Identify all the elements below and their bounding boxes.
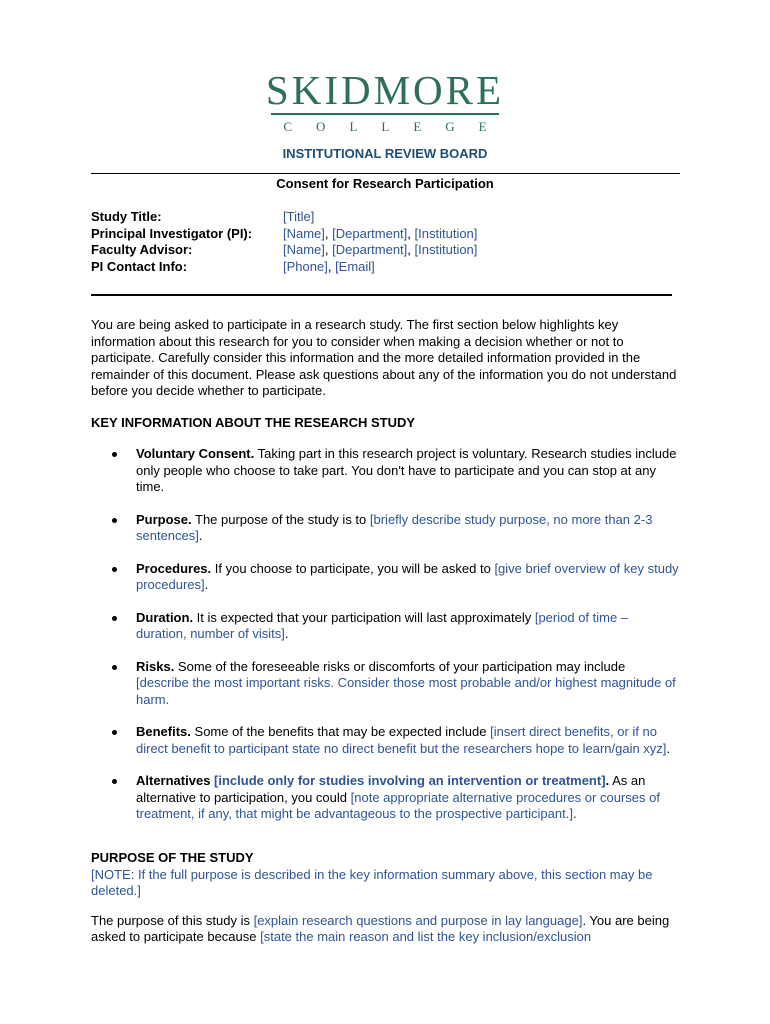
bullet-tail: . [666, 740, 671, 756]
list-item [91, 610, 681, 643]
separator: , [407, 242, 415, 257]
bullet-text: It is expected that your participation will last approximately [193, 609, 535, 625]
logo-wordmark: SKIDMORE [265, 67, 505, 113]
list-item [91, 446, 681, 496]
bullet-placeholder: [insert direct benefits, or if no direct benefit to participant state no direct benefit but the researchers hope to learn/gain xyz] [136, 724, 667, 756]
bullet-title: Voluntary Consent. [136, 446, 255, 461]
logo-subtitle: COLLEGE [283, 119, 511, 134]
purpose-placeholder: [explain research questions and purpose in lay language] [253, 912, 583, 928]
bullet-placeholder: [period of time – duration, number of visits] [136, 609, 629, 641]
bullet-text: The purpose of the study is to [191, 511, 370, 527]
purpose-text-part: The purpose of this study is [91, 912, 254, 928]
purpose-text-part: . You are being asked to participate because [91, 912, 670, 945]
bullet-text: Some of the foreseeable risks or discomforts of your participation may include [174, 658, 626, 674]
bullet-icon [112, 518, 117, 523]
header-divider [91, 173, 680, 174]
bullet-placeholder: [briefly describe study purpose, no more than 2-3 sentences] [136, 511, 653, 543]
bullet-icon [112, 779, 117, 784]
info-label: Faculty Advisor: [91, 242, 193, 257]
bullet-title: Alternatives [136, 773, 211, 788]
purpose-text [91, 913, 681, 946]
study-title-row [91, 209, 477, 226]
list-item [91, 659, 681, 709]
department-placeholder: [Department] [332, 242, 408, 257]
bullet-icon [112, 730, 117, 735]
bullet-icon [112, 665, 117, 670]
pi-row [91, 226, 477, 243]
faculty-advisor-row [91, 242, 477, 259]
purpose-note: [NOTE: If the full purpose is described in the key information summary above, this section may be deleted.] [91, 866, 653, 899]
bullet-placeholder: [give brief overview of key study procedures] [136, 560, 679, 592]
bullet-title: Benefits. [136, 724, 191, 739]
list-item [91, 561, 681, 594]
bullet-text: If you choose to participate, you will be asked to [211, 560, 495, 576]
bullet-tail: . [204, 577, 209, 592]
bullet-title: Procedures. [136, 560, 212, 576]
separator: , [407, 225, 415, 241]
bullet-tail: . [198, 528, 203, 543]
bullet-placeholder: [note appropriate alternative procedures or courses of treatment, if any, that might be advantageous to the prospective participant.] [136, 789, 660, 821]
bullet-tail: . [284, 626, 289, 641]
section-divider [91, 294, 672, 296]
title-placeholder: [Title] [283, 209, 315, 224]
institution-placeholder: [Institution] [414, 242, 478, 257]
info-label: Study Title: [91, 209, 162, 224]
bullet-icon [112, 567, 117, 572]
consent-title: Consent for Research Participation [276, 176, 494, 191]
bullet-title: Purpose. [136, 511, 192, 527]
separator: , [327, 258, 336, 274]
bullet-title: Risks. [136, 658, 175, 674]
key-info-list [91, 446, 681, 823]
bullet-tail: . [572, 806, 577, 821]
phone-placeholder: [Phone] [283, 258, 328, 274]
skidmore-logo [0, 68, 770, 135]
study-info-block [91, 209, 477, 275]
email-placeholder: [Email] [335, 258, 375, 274]
name-placeholder: [Name] [283, 225, 325, 241]
separator: , [324, 225, 333, 241]
bullet-bold-placeholder: [include only for studies involving an intervention or treatment] [214, 773, 606, 788]
bullet-icon [112, 452, 117, 457]
key-info-heading-block [91, 415, 681, 432]
bullet-text: As an alternative to participation, you could [136, 773, 646, 805]
intro-text: You are being asked to participate in a research study. The first section below highlights key information about this research for you to consider when making a decision whether or not to participate. Carefully consider this information and the more detailed information provided in the remainder of this document. Please ask questions about any of the information you do not understand before you decide whether to participate. [91, 317, 677, 399]
list-item [91, 773, 681, 823]
info-label: Principal Investigator (PI): [91, 225, 253, 241]
intro-paragraph [91, 317, 681, 400]
department-placeholder: [Department] [332, 225, 408, 241]
purpose-section [91, 850, 681, 946]
bullet-icon [112, 616, 117, 621]
bullet-placeholder: [describe the most important risks. Consider those most probable and/or highest magnitude of harm. [136, 675, 676, 707]
bullet-text: Some of the benefits that may be expected include [190, 724, 491, 739]
info-label: PI Contact Info: [91, 258, 188, 274]
bullet-title: Duration. [136, 609, 194, 625]
purpose-placeholder: [state the main reason and list the key inclusion/exclusion [260, 929, 592, 945]
irb-heading: INSTITUTIONAL REVIEW BOARD [282, 146, 488, 161]
bullet-text: Taking part in this research project is voluntary. Research studies include only people who choose to take part. You don't have to participate and you can stop at any time. [136, 446, 677, 494]
list-item [91, 512, 681, 545]
purpose-heading: PURPOSE OF THE STUDY [91, 850, 254, 865]
separator: , [324, 242, 333, 257]
list-item [91, 724, 681, 757]
pi-contact-row [91, 259, 477, 276]
name-placeholder: [Name] [283, 242, 325, 257]
key-info-heading: KEY INFORMATION ABOUT THE RESEARCH STUDY [91, 415, 416, 430]
logo-rule [271, 113, 499, 115]
bullet-bold-tail: . [605, 773, 610, 788]
institution-placeholder: [Institution] [414, 225, 478, 241]
